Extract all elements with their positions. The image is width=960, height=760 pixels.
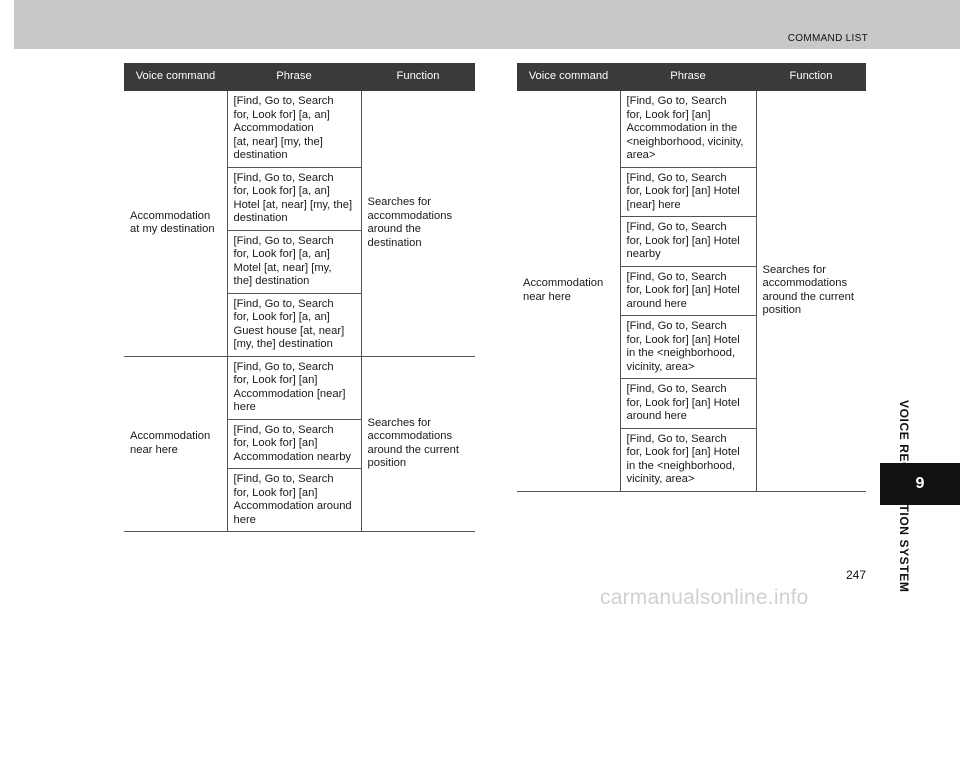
- function-cell: Searches for accommodations around the current position: [756, 91, 866, 491]
- chapter-tab: [880, 49, 960, 463]
- phrase-cell: [Find, Go to, Search for, Look for] [an] Accommodation around here: [227, 469, 361, 532]
- phrase-cell: [Find, Go to, Search for, Look for] [a, an] Guest house [at, near] [my, the] destination: [227, 293, 361, 356]
- function-cell: Searches for accommodations around the destination: [361, 91, 475, 356]
- command-table-left: [124, 63, 475, 532]
- section-title: COMMAND LIST: [787, 33, 868, 44]
- watermark: carmanualsonline.info: [600, 586, 809, 609]
- phrase-cell: [Find, Go to, Search for, Look for] [a, an] Accommodation [at, near] [my, the] destination: [227, 91, 361, 167]
- command-table-right: [517, 63, 866, 492]
- table-row: [124, 356, 475, 419]
- phrase-cell: [Find, Go to, Search for, Look for] [an] Accommodation [near] here: [227, 356, 361, 419]
- table-header-row: [124, 63, 475, 91]
- column-header-voice-command: Voice command: [517, 63, 620, 91]
- phrase-cell: [Find, Go to, Search for, Look for] [an] Hotel in the <neighborhood, vicinity, area>: [620, 428, 756, 491]
- phrase-cell: [Find, Go to, Search for, Look for] [an] Hotel around here: [620, 379, 756, 429]
- column-header-function: Function: [756, 63, 866, 91]
- table-header-row: [517, 63, 866, 91]
- phrase-cell: [Find, Go to, Search for, Look for] [an] Hotel in the <neighborhood, vicinity, area>: [620, 316, 756, 379]
- column-header-voice-command: Voice command: [124, 63, 227, 91]
- column-header-phrase: Phrase: [620, 63, 756, 91]
- column-header-phrase: Phrase: [227, 63, 361, 91]
- voice-command-cell: Accommodation at my destination: [124, 91, 227, 356]
- phrase-cell: [Find, Go to, Search for, Look for] [an] Accommodation nearby: [227, 419, 361, 469]
- voice-command-cell: Accommodation near here: [517, 91, 620, 491]
- page-number: 247: [845, 568, 866, 582]
- phrase-cell: [Find, Go to, Search for, Look for] [a, an] Motel [at, near] [my, the] destination: [227, 230, 361, 293]
- table-row: [517, 91, 866, 167]
- function-cell: Searches for accommodations around the current position: [361, 356, 475, 532]
- chapter-title: [897, 400, 911, 760]
- chapter-number-badge: 9: [880, 463, 960, 505]
- phrase-cell: [Find, Go to, Search for, Look for] [an] Hotel nearby: [620, 217, 756, 267]
- phrase-cell: [Find, Go to, Search for, Look for] [an] Hotel around here: [620, 266, 756, 316]
- phrase-cell: [Find, Go to, Search for, Look for] [an] Accommodation in the <neighborhood, vicinity, area>: [620, 91, 756, 167]
- phrase-cell: [Find, Go to, Search for, Look for] [a, an] Hotel [at, near] [my, the] destination: [227, 167, 361, 230]
- column-header-function: Function: [361, 63, 475, 91]
- voice-command-cell: Accommodation near here: [124, 356, 227, 532]
- table-row: [124, 91, 475, 167]
- phrase-cell: [Find, Go to, Search for, Look for] [an] Hotel [near] here: [620, 167, 756, 217]
